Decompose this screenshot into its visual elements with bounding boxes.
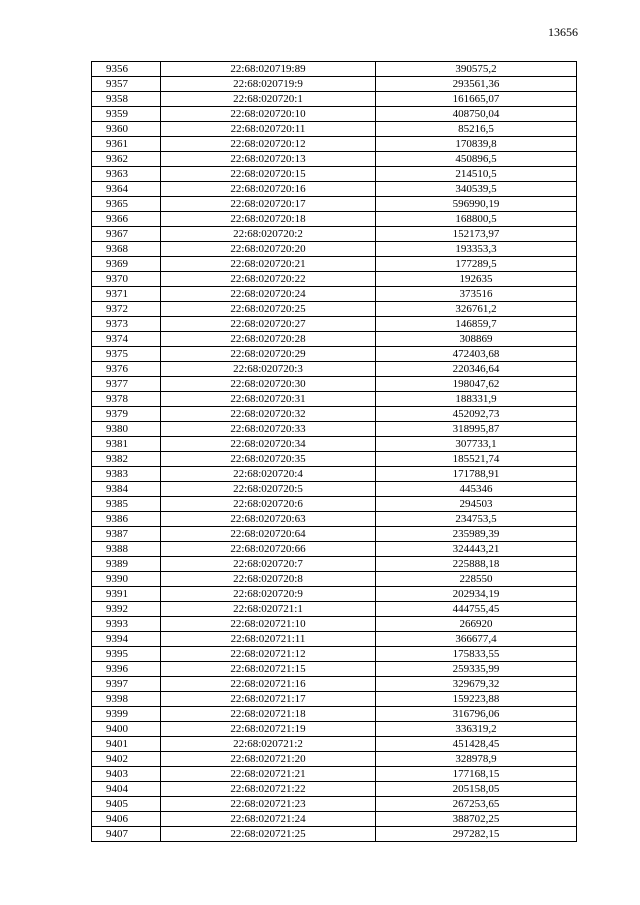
table-row [92,497,577,512]
table-row [92,767,577,782]
value-cell: 452092,73 [376,407,577,422]
cadastral-number-cell: 22:68:020721:17 [161,692,376,707]
value-cell: 161665,07 [376,92,577,107]
cadastral-number-cell: 22:68:020721:19 [161,722,376,737]
row-number-cell: 9357 [92,77,161,92]
row-number-cell: 9364 [92,182,161,197]
value-cell: 293561,36 [376,77,577,92]
row-number-cell: 9405 [92,797,161,812]
table-row [92,692,577,707]
table-row [92,92,577,107]
cadastral-number-cell: 22:68:020721:18 [161,707,376,722]
row-number-cell: 9387 [92,527,161,542]
cadastral-number-cell: 22:68:020720:30 [161,377,376,392]
table-row [92,587,577,602]
value-cell: 318995,87 [376,422,577,437]
value-cell: 177168,15 [376,767,577,782]
table-row [92,392,577,407]
row-number-cell: 9379 [92,407,161,422]
value-cell: 266920 [376,617,577,632]
row-number-cell: 9389 [92,557,161,572]
table-row [92,152,577,167]
table-row [92,227,577,242]
table-row [92,272,577,287]
value-cell: 297282,15 [376,827,577,842]
cadastral-number-cell: 22:68:020720:11 [161,122,376,137]
value-cell: 146859,7 [376,317,577,332]
value-cell: 159223,88 [376,692,577,707]
row-number-cell: 9370 [92,272,161,287]
value-cell: 294503 [376,497,577,512]
cadastral-number-cell: 22:68:020721:25 [161,827,376,842]
cadastral-number-cell: 22:68:020720:29 [161,347,376,362]
value-cell: 340539,5 [376,182,577,197]
row-number-cell: 9398 [92,692,161,707]
table-row [92,437,577,452]
row-number-cell: 9372 [92,302,161,317]
row-number-cell: 9386 [92,512,161,527]
value-cell: 198047,62 [376,377,577,392]
cadastral-number-cell: 22:68:020720:28 [161,332,376,347]
row-number-cell: 9362 [92,152,161,167]
table-row [92,752,577,767]
cadastral-number-cell: 22:68:020721:12 [161,647,376,662]
value-cell: 307733,1 [376,437,577,452]
cadastral-number-cell: 22:68:020720:33 [161,422,376,437]
table-row [92,557,577,572]
value-cell: 388702,25 [376,812,577,827]
row-number-cell: 9402 [92,752,161,767]
value-cell: 225888,18 [376,557,577,572]
table-row [92,362,577,377]
value-cell: 472403,68 [376,347,577,362]
value-cell: 188331,9 [376,392,577,407]
table-row [92,797,577,812]
table-row [92,467,577,482]
table-row [92,107,577,122]
row-number-cell: 9394 [92,632,161,647]
table-row [92,677,577,692]
cadastral-number-cell: 22:68:020720:12 [161,137,376,152]
cadastral-number-cell: 22:68:020719:89 [161,62,376,77]
cadastral-number-cell: 22:68:020720:31 [161,392,376,407]
value-cell: 316796,06 [376,707,577,722]
cadastral-number-cell: 22:68:020720:15 [161,167,376,182]
cadastral-number-cell: 22:68:020720:13 [161,152,376,167]
value-cell: 85216,5 [376,122,577,137]
table-row [92,77,577,92]
row-number-cell: 9396 [92,662,161,677]
row-number-cell: 9358 [92,92,161,107]
table-row [92,632,577,647]
row-number-cell: 9360 [92,122,161,137]
table-row [92,647,577,662]
cadastral-number-cell: 22:68:020720:25 [161,302,376,317]
value-cell: 152173,97 [376,227,577,242]
value-cell: 450896,5 [376,152,577,167]
value-cell: 408750,04 [376,107,577,122]
value-cell: 175833,55 [376,647,577,662]
cadastral-number-cell: 22:68:020720:34 [161,437,376,452]
table-row [92,662,577,677]
table-row [92,182,577,197]
row-number-cell: 9404 [92,782,161,797]
value-cell: 336319,2 [376,722,577,737]
table-row [92,257,577,272]
value-cell: 390575,2 [376,62,577,77]
cadastral-number-cell: 22:68:020720:20 [161,242,376,257]
row-number-cell: 9406 [92,812,161,827]
row-number-cell: 9390 [92,572,161,587]
value-cell: 185521,74 [376,452,577,467]
row-number-cell: 9400 [92,722,161,737]
value-cell: 596990,19 [376,197,577,212]
page-number: 13656 [548,25,578,39]
cadastral-number-cell: 22:68:020720:3 [161,362,376,377]
value-cell: 171788,91 [376,467,577,482]
value-cell: 202934,19 [376,587,577,602]
table-row [92,782,577,797]
table-row [92,827,577,842]
cadastral-number-cell: 22:68:020720:63 [161,512,376,527]
row-number-cell: 9376 [92,362,161,377]
value-cell: 170839,8 [376,137,577,152]
table-row [92,137,577,152]
table-row [92,122,577,137]
cadastral-number-cell: 22:68:020720:24 [161,287,376,302]
table-row [92,287,577,302]
cadastral-number-cell: 22:68:020720:66 [161,542,376,557]
value-cell: 267253,65 [376,797,577,812]
row-number-cell: 9377 [92,377,161,392]
row-number-cell: 9366 [92,212,161,227]
cadastral-number-cell: 22:68:020720:16 [161,182,376,197]
table-row [92,62,577,77]
row-number-cell: 9363 [92,167,161,182]
cadastral-number-cell: 22:68:020721:1 [161,602,376,617]
table-row [92,722,577,737]
row-number-cell: 9367 [92,227,161,242]
cadastral-number-cell: 22:68:020721:11 [161,632,376,647]
value-cell: 193353,3 [376,242,577,257]
cadastral-number-cell: 22:68:020720:9 [161,587,376,602]
value-cell: 329679,32 [376,677,577,692]
cadastral-number-cell: 22:68:020720:22 [161,272,376,287]
row-number-cell: 9378 [92,392,161,407]
cadastral-number-cell: 22:68:020719:9 [161,77,376,92]
row-number-cell: 9395 [92,647,161,662]
cadastral-number-cell: 22:68:020720:6 [161,497,376,512]
table-row [92,617,577,632]
row-number-cell: 9397 [92,677,161,692]
table-row [92,302,577,317]
row-number-cell: 9393 [92,617,161,632]
table-row [92,377,577,392]
cadastral-number-cell: 22:68:020720:27 [161,317,376,332]
value-cell: 177289,5 [376,257,577,272]
row-number-cell: 9381 [92,437,161,452]
cadastral-number-cell: 22:68:020721:23 [161,797,376,812]
cadastral-number-cell: 22:68:020720:10 [161,107,376,122]
cadastral-number-cell: 22:68:020721:15 [161,662,376,677]
cadastral-number-cell: 22:68:020721:16 [161,677,376,692]
value-cell: 308869 [376,332,577,347]
table-row [92,167,577,182]
cadastral-number-cell: 22:68:020720:64 [161,527,376,542]
row-number-cell: 9407 [92,827,161,842]
cadastral-number-cell: 22:68:020721:22 [161,782,376,797]
table-row [92,212,577,227]
cadastral-number-cell: 22:68:020720:4 [161,467,376,482]
table-row [92,527,577,542]
value-cell: 214510,5 [376,167,577,182]
cadastral-number-cell: 22:68:020721:10 [161,617,376,632]
row-number-cell: 9374 [92,332,161,347]
row-number-cell: 9403 [92,767,161,782]
table-row [92,542,577,557]
value-cell: 235989,39 [376,527,577,542]
cadastral-number-cell: 22:68:020720:7 [161,557,376,572]
row-number-cell: 9356 [92,62,161,77]
value-cell: 444755,45 [376,602,577,617]
cadastral-number-cell: 22:68:020721:21 [161,767,376,782]
row-number-cell: 9375 [92,347,161,362]
row-number-cell: 9401 [92,737,161,752]
row-number-cell: 9368 [92,242,161,257]
cadastral-number-cell: 22:68:020720:8 [161,572,376,587]
table-row [92,242,577,257]
cadastral-number-cell: 22:68:020720:32 [161,407,376,422]
cadastral-number-cell: 22:68:020720:18 [161,212,376,227]
table-row [92,707,577,722]
value-cell: 228550 [376,572,577,587]
cadastral-number-cell: 22:68:020721:24 [161,812,376,827]
value-cell: 445346 [376,482,577,497]
row-number-cell: 9385 [92,497,161,512]
table-row [92,572,577,587]
value-cell: 326761,2 [376,302,577,317]
value-cell: 373516 [376,287,577,302]
table-row [92,347,577,362]
row-number-cell: 9382 [92,452,161,467]
row-number-cell: 9384 [92,482,161,497]
table-row [92,482,577,497]
table-row [92,332,577,347]
value-cell: 192635 [376,272,577,287]
table-row [92,452,577,467]
row-number-cell: 9380 [92,422,161,437]
table-body [92,62,577,842]
row-number-cell: 9392 [92,602,161,617]
row-number-cell: 9359 [92,107,161,122]
data-table [91,61,577,842]
value-cell: 220346,64 [376,362,577,377]
cadastral-number-cell: 22:68:020721:20 [161,752,376,767]
cadastral-number-cell: 22:68:020720:17 [161,197,376,212]
cadastral-number-cell: 22:68:020720:35 [161,452,376,467]
value-cell: 205158,05 [376,782,577,797]
table-row [92,407,577,422]
cadastral-number-cell: 22:68:020721:2 [161,737,376,752]
value-cell: 168800,5 [376,212,577,227]
row-number-cell: 9399 [92,707,161,722]
cadastral-number-cell: 22:68:020720:1 [161,92,376,107]
table-row [92,737,577,752]
value-cell: 328978,9 [376,752,577,767]
row-number-cell: 9365 [92,197,161,212]
value-cell: 324443,21 [376,542,577,557]
row-number-cell: 9391 [92,587,161,602]
row-number-cell: 9371 [92,287,161,302]
table-row [92,422,577,437]
row-number-cell: 9361 [92,137,161,152]
table-row [92,317,577,332]
cadastral-number-cell: 22:68:020720:2 [161,227,376,242]
table-row [92,602,577,617]
cadastral-number-cell: 22:68:020720:21 [161,257,376,272]
cadastral-number-cell: 22:68:020720:5 [161,482,376,497]
table-row [92,197,577,212]
row-number-cell: 9383 [92,467,161,482]
value-cell: 366677,4 [376,632,577,647]
value-cell: 451428,45 [376,737,577,752]
value-cell: 234753,5 [376,512,577,527]
table-row [92,812,577,827]
value-cell: 259335,99 [376,662,577,677]
table-row [92,512,577,527]
row-number-cell: 9369 [92,257,161,272]
row-number-cell: 9388 [92,542,161,557]
row-number-cell: 9373 [92,317,161,332]
